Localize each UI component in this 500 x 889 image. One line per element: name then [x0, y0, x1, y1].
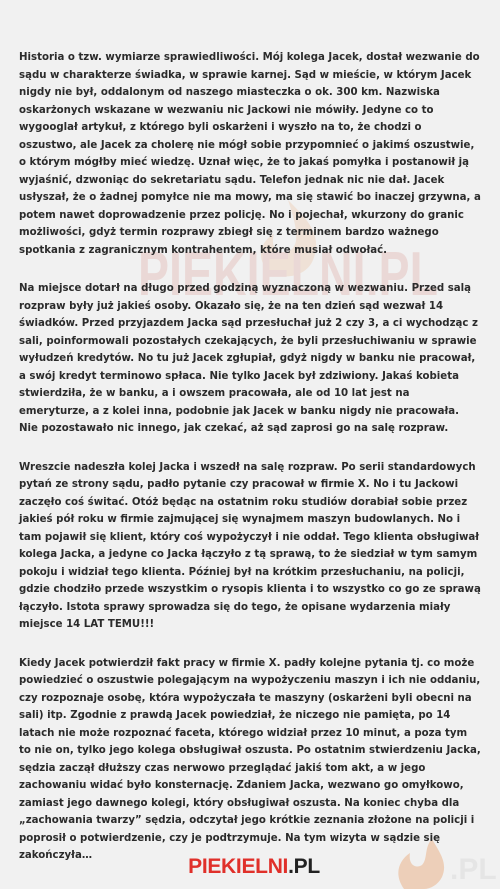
- story-paragraph: Wreszcie nadeszła kolej Jacka i wszedł na salę rozpraw. Po serii standardowych pytań ze strony sądu, padło pytanie czy pracował w firmie X. No i tu Jackowi zaczęło coś świtać. Otóż będąc na ostatnim roku studiów dorabiał sobie przez jakieś pół roku w firmie zajmującej się wynajmem maszyn budowlanych. No i tam pojawił się klient, który coś wypożyczył i nie oddał. Tego klienta obsługiwał kolega Jacka, a jedyne co Jacka łączyło z tą sprawą, to że siedział w tym samym pokoju i widział tego klienta. Później był na krótkim przesłuchaniu, na policji, gdzie chodziło przede wszystkim o rysopis klienta i to wszystko co go ze sprawą łączyło. Istota sprawy sprowadza się do tego, że opisane wydarzenia miały miejsce 14 LAT TEMU!!!: [19, 461, 481, 630]
- svg-text:.PL: .PL: [450, 853, 497, 886]
- story-paragraph: Na miejsce dotarł na długo przed godziną wyznaczoną w wezwaniu. Przed salą rozpraw były już jakieś osoby. Okazało się, że na ten dzień sąd wezwał 14 świadków. Przed przyjazdem Jacka sąd przesłuchał już 2 czy 3, a ci wychodząc z sali, poinformowali pozostałych czekających, że byli przesłuchiwaniu w sprawie wyłudzeń kredytów. No tu już Jacek zgłupiał, gdyż nigdy w banku nie pracował, a swój kredyt terminowo spłaca. Nie tylko Jacek był zdziwiony. Jakaś kobieta stwierdziła, że w banku, a i owszem pracowała, ale od 10 lat jest na emeryturze, a z kolei inna, podobnie jak Jacek w banku nigdy nie pracowała. Nie pozostawało nic innego, jak czekać, aż sąd zaprosi go na salę rozpraw.: [19, 283, 478, 434]
- story-paragraph: Kiedy Jacek potwierdził fakt pracy w firmie X. padły kolejne pytania tj. co może powiedzieć o oszustwie polegającym na wypożyczeniu maszyn i ich nie oddaniu, czy rozpoznaje osobę, która wypożyczała te maszyny (oskarżeni byli obecni na sali) itp. Zgodnie z prawdą Jacek powiedział, że niczego nie pamięta, po 14 latach nie może rozpoznać faceta, którego widział przez 10 minut, a poza tym to nie on, tylko jego kolega obsługiwał oszusta. Po ostatnim stwierdzeniu Jacka, sędzia zaczął dłuższy czas nerwowo przeglądać jakiś tom akt, a w jego zachowaniu widać było konsternację. Zdaniem Jacka, wezwano go omyłkowo, zamiast jego dawnego kolegi, który obsługiwał oszusta. Na koniec chyba dla „zachowania twarzy” sędzia, odczytał jego krótkie zeznania złożone na policji i poprosił o potwierdzenie, czy je podtrzymuje. Na tym wizyta w sądzie się zakończyła…: [19, 657, 481, 861]
- logo-tld-text: .PL: [288, 855, 320, 878]
- story-paragraph: Historia o tzw. wymiarze sprawiedliwości. Mój kolega Jacek, dostał wezwanie do sądu w charakterze świadka, w sprawie karnej. Sąd w mieście, w którym Jacek nigdy nie był, oddalonym od naszego miasteczka o ok. 300 km. Nazwiska oskarżonych wskazane w wezwaniu nic Jackowi nie mówiły. Jedyne co to wygooglał artykuł, z którego byli oskarżeni i wyszło na to, że chodzi o oszustwo, ale Jacek za cholerę nie mógł sobie przypomnieć o jakimś oszustwie, o którym mógłby mieć wiedzę. Uznał więc, że to jakaś pomyłka i postanowił ją wyjaśnić, dzwoniąc do sekretariatu sądu. Telefon jednak nic nie dał. Jacek usłyszał, że o żadnej pomyłce nie ma mowy, ma się stawić bo inaczej grzywna, a potem nawet doprowadzenie przez policję. No i pojechał, wkurzony do granic możliwości, gdyż termin rozprawy zbiegł się z terminem bardzo ważnego spotkania z zagranicznym kontrahentem, które musiał odwołać.: [19, 52, 481, 256]
- logo-main-text: PIEKIELNI: [188, 855, 289, 878]
- story-content: [19, 49, 481, 886]
- watermark-text: PIEKIELNI.PL: [138, 240, 438, 309]
- site-logo: [174, 855, 334, 879]
